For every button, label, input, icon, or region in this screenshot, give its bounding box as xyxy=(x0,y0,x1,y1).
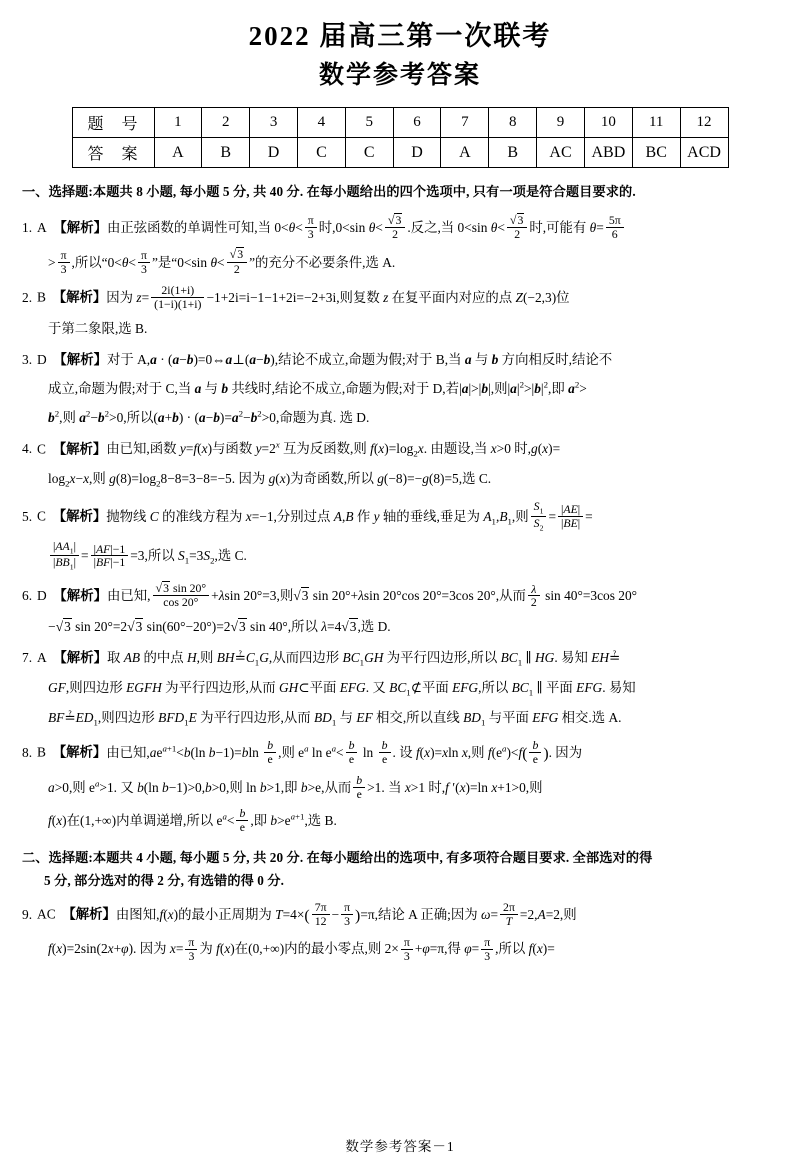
solution-number: 9. xyxy=(22,906,33,922)
solution-body: 由正弦函数的单调性可知,当 0<θ< $\frac{\pi}{3}$ 时,0<sin θ< $\frac{√3}{2}$ .反之,当 0<sin θ< $\frac{√3}{2}$ 时,可能有 θ= $\frac{5\pi}{6}$ xyxy=(107,220,626,235)
solution-body: $\frac{|AA_1|}{|BB_1|}$ = $\frac{|AF|-1}{|BF|-1}$ =3,所以 $S_1=3S_2$,选 C. xyxy=(48,548,247,563)
question-number-cell: 3 xyxy=(250,108,298,138)
solution-answer: D xyxy=(37,588,47,604)
solution-tag: 【解析】 xyxy=(53,650,107,666)
answer-cell: A xyxy=(154,138,202,168)
question-number-cell: 8 xyxy=(489,108,537,138)
solution-body: $\log_2x-x$,则 $g(8)=\log_28-8=3-8=-5$. 因为 g(x)为奇函数,所以 g(−8)=−g(8)=5,选 C. xyxy=(48,471,492,489)
solution-body: 由已知, $\frac{√3 \sin 20^\circ}{\cos 20^\circ}$ +λsin 20°=3,则√3 sin 20°+λsin 20°cos 20°=3cos 20°,从而 $\frac{\lambda}{2}$ sin 40°=3cos 20° xyxy=(106,581,638,610)
solution-line xyxy=(22,774,778,800)
question-number-cell: 11 xyxy=(632,108,680,138)
solution-line xyxy=(22,616,778,638)
section-header-choice-multi xyxy=(22,846,778,892)
question-number-cell: 6 xyxy=(393,108,441,138)
solution-body: $BF≟ED_1$,则四边形 $BFD_1E$ 为平行四边形,从而 $BD_1$ 与 EF 相交,所以直线 $BD_1$ 与平面 EFG 相交.选 A. xyxy=(48,710,622,728)
title-block xyxy=(22,18,778,93)
question-number-cell: 5 xyxy=(345,108,393,138)
solution-line xyxy=(22,284,778,310)
question-number-cell: 10 xyxy=(584,108,632,138)
solution-number: 5. xyxy=(22,508,33,524)
solution-answer: A xyxy=(37,650,47,666)
solution-answer: AC xyxy=(37,906,56,922)
solution-item-8 xyxy=(22,739,778,834)
table-row-answers xyxy=(72,138,728,168)
answer-cell: B xyxy=(202,138,250,168)
solution-tag: 【解析】 xyxy=(53,351,107,367)
solution-body: 抛物线 C 的准线方程为 x=−1,分别过点 A,B 作 y 轴的垂线,垂足为 $A_1,B_1$,则 $\frac{S_1}{S_2}$ = $\frac{|AE|}{|BE|}$ = xyxy=(106,499,593,533)
solution-tag: 【解析】 xyxy=(52,744,107,760)
solution-line xyxy=(22,739,778,767)
solution-number: 4. xyxy=(22,441,33,457)
table-row-question-numbers xyxy=(72,108,728,138)
solution-line xyxy=(22,213,778,241)
answer-cell: C xyxy=(345,138,393,168)
solution-line xyxy=(22,406,778,428)
solution-line xyxy=(22,936,778,962)
solution-item-1 xyxy=(22,213,778,276)
solution-number: 8. xyxy=(22,744,33,760)
solution-line xyxy=(22,377,778,399)
solution-body: 由图知,f(x)的最小正周期为 T=4×( $\frac{7\pi}{12}$ − $\frac{\pi}{3}$ )=π,结论 A 正确;因为 ω= $\frac{2\pi}{T}$ =2,A=2,则 xyxy=(115,900,577,928)
solution-item-2 xyxy=(22,284,778,339)
answer-cell: ACD xyxy=(680,138,728,168)
solution-number: 1. xyxy=(22,219,33,235)
question-number-cell: 1 xyxy=(154,108,202,138)
solution-item-9 xyxy=(22,901,778,962)
solution-line xyxy=(22,677,778,700)
solution-line xyxy=(22,318,778,340)
solution-body: 由已知,函数 y=f(x)与函数 $y=2^x$ 互为反函数,则 $f(x)=\log_2x$. 由题设,当 x>0 时,g(x)= xyxy=(106,439,561,459)
page-footer: 数学参考答案－1 xyxy=(345,1139,455,1154)
solution-number: 3. xyxy=(22,351,33,367)
section-header-line: 5 分, 部分选对的得 2 分, 有选错的得 0 分. xyxy=(44,872,285,888)
solution-answer: B xyxy=(37,744,46,760)
answer-cell: D xyxy=(393,138,441,168)
solution-body: 成立,命题为假;对于 C,当 a 与 b 共线时,结论不成立,命题为假;对于 D,若|a|>|b|,则$|a|^2>|b|^2$,即 $a^2>$ xyxy=(48,379,587,396)
solution-item-3 xyxy=(22,349,778,429)
answer-cell: BC xyxy=(632,138,680,168)
solution-line xyxy=(22,438,778,461)
solution-body: a>0,则 $e^a>1$. 又 b(ln b−1)>0,b>0,则 ln b>1,即 b>e,从而 $\frac{b}{e}$ >1. 当 x>1 时,f ′(x)=ln x+1>0,则 xyxy=(48,772,543,801)
solution-line xyxy=(22,901,778,929)
solution-body: 由已知$,ae^{a+1}<b(\ln$ b−1)=bln $\frac{b}{e}$ ,则 $e^a$ $\ln e^a<$ $\frac{b}{e}$ ln $\frac{b}{e}$ . 设 f(x)=xln x,则 $f(e^a)<f$( $\frac{b}{e}$ ). 因为 xyxy=(106,738,583,766)
solution-number: 7. xyxy=(22,650,33,666)
solution-item-5 xyxy=(22,500,778,572)
solution-body: GF,则四边形 EGFH 为平行四边形,从而 GH⊂平面 EFG. 又 $BC_1⊄$平面 EFG,所以 $BC_1$ ∥ 平面 EFG. 易知 xyxy=(48,680,636,698)
solution-body: 于第二象限,选 B. xyxy=(48,320,148,336)
solution-body: 对于 A,a · (a−b)=0⇔a⊥(a−b),结论不成立,命题为假;对于 B,当 a 与 b 方向相反时,结论不 xyxy=(106,351,613,367)
solution-line xyxy=(22,707,778,730)
solution-body: > $\frac{\pi}{3}$ ,所以“0<θ< $\frac{\pi}{3}$ ”是“0<sin θ< $\frac{√3}{2}$ ”的充分不必要条件,选 A. xyxy=(48,247,396,276)
answer-cell: D xyxy=(250,138,298,168)
solution-answer: A xyxy=(37,219,47,235)
solution-line xyxy=(22,468,778,491)
answer-cell: AC xyxy=(537,138,585,168)
solution-line xyxy=(22,540,778,573)
solution-line xyxy=(22,349,778,371)
question-number-cell: 4 xyxy=(297,108,345,138)
answer-table-wrapper xyxy=(72,107,729,168)
section-header-line: 二、选择题:本题共 4 小题, 每小题 5 分, 共 20 分. 在每小题给出的选项中, 有多项符合题目要求. 全部选对的得 xyxy=(22,849,653,865)
solution-item-7 xyxy=(22,647,778,730)
solution-line xyxy=(22,807,778,833)
solution-line xyxy=(22,500,778,533)
row-header-answer: 答 案 xyxy=(72,138,154,168)
solution-answer: B xyxy=(37,290,46,306)
answer-cell: A xyxy=(441,138,489,168)
solution-body: f(x)=2sin(2x+φ). 因为 x= $\frac{\pi}{3}$ 为 f(x)在(0,+∞)内的最小零点,则 2× $\frac{\pi}{3}$ +φ=π,得 φ= $\frac{\pi}{3}$ ,所以 f(x)= xyxy=(48,934,555,963)
solution-tag: 【解析】 xyxy=(52,508,107,524)
solution-number: 6. xyxy=(22,588,33,604)
row-header-question: 题 号 xyxy=(72,108,154,138)
solution-body: 因为 z= $\frac{2i(1+i)}{(1-i)(1+i)}$ −1+2i=i−1−1+2i=−2+3i,则复数 z 在复平面内对应的点 Z(−2,3)位 xyxy=(106,283,570,312)
question-number-cell: 9 xyxy=(537,108,585,138)
page-subtitle: 数学参考答案 xyxy=(318,62,481,90)
solution-answer: D xyxy=(37,351,47,367)
answer-cell: ABD xyxy=(584,138,632,168)
solution-item-4 xyxy=(22,438,778,491)
solution-number: 2. xyxy=(22,290,33,306)
question-number-cell: 12 xyxy=(680,108,728,138)
solution-body: −√3 sin 20°=2√3 sin(60°−20°)=2√3 sin 40°,所以 λ=4√3,选 D. xyxy=(48,619,391,634)
solution-tag: 【解析】 xyxy=(53,588,107,604)
section-header-line: 一、选择题:本题共 8 小题, 每小题 5 分, 共 40 分. 在每小题给出的四个选项中, 只有一项是符合题目要求的. xyxy=(22,184,636,200)
solution-body: 取 AB 的中点 H,则 $BH≟C_1G$,从而四边形 $BC_1GH$ 为平行四边形,所以 $BC_1$ ∥ HG. 易知 EH≟ xyxy=(106,650,621,668)
answer-cell: C xyxy=(297,138,345,168)
solution-tag: 【解析】 xyxy=(53,219,107,235)
solution-body: $b^2$,则 $a^2-b^2>0$,所以$(a+b) \cdot (a-b)=a^2-b^2>0$,命题为真. 选 D. xyxy=(48,408,370,425)
page-title: 2022 届高三第一次联考 xyxy=(248,21,552,51)
question-number-cell: 7 xyxy=(441,108,489,138)
solution-line xyxy=(22,647,778,670)
section-header-choice-single xyxy=(22,180,778,203)
solution-answer: C xyxy=(37,441,46,457)
question-number-cell: 2 xyxy=(202,108,250,138)
solution-tag: 【解析】 xyxy=(52,441,107,457)
solution-line xyxy=(22,581,778,609)
answer-cell: B xyxy=(489,138,537,168)
solution-body: f(x)在(1,+∞)内单调递增,所以 $e^a<$ $\frac{b}{e}$ ,即 $b>e^{a+1}$,选 B. xyxy=(48,806,337,835)
solution-line xyxy=(22,247,778,275)
solution-tag: 【解析】 xyxy=(62,906,116,922)
solution-tag: 【解析】 xyxy=(52,290,107,306)
answer-table xyxy=(72,107,729,168)
solution-answer: C xyxy=(37,508,46,524)
solution-item-6 xyxy=(22,581,778,638)
